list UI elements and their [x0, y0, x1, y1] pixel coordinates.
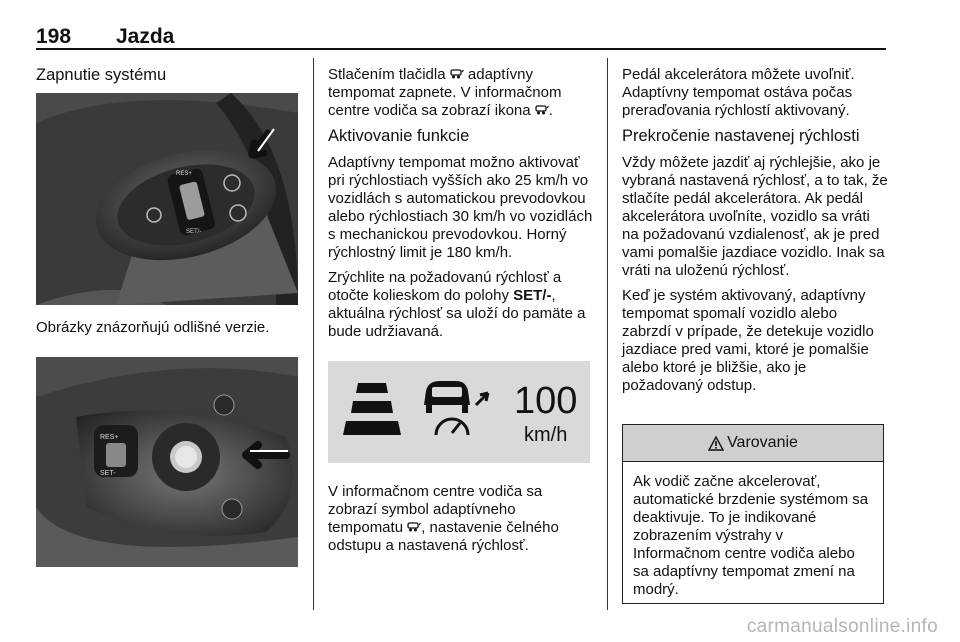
text-span: adaptívny tempomat zapnete. V informačnom centre vodiča sa zobrazí ikona [328, 66, 562, 119]
speed-unit: km/h [524, 424, 568, 446]
steering-wheel-image-1 [36, 93, 298, 305]
distance-bars-icon [343, 383, 401, 435]
wheel2-set-label: SET- [100, 470, 116, 477]
set-speed-value: 100 [514, 380, 578, 422]
adaptive-cruise-icon [407, 521, 421, 534]
paragraph-speed-limits: Adaptívny tempomat možno aktivovať pri rýchlostiach vyšších ako 25 km/h vo vozidlách s automatickou prevodovkou alebo rýchlostiach 30 km/h vo vozidlách s mechanickou prevodovkou. Horný rýchlostný limit je 180 km/h. [328, 154, 593, 261]
page-number: 198 [36, 25, 72, 48]
paragraph-release-pedal: Pedál akcelerátora môžete uvoľniť. Adaptívny tempomat ostáva počas preraďovania rýchlostí aktivovaný. [622, 66, 855, 119]
paragraph-drive-faster: Vždy môžete jazdiť aj rýchlejšie, ako je vybraná nastavená rýchlosť, a to tak, že stlačíte pedál akcelerátora. Ak pedál akcelerátora uvoľníte, vozidlo sa vráti na požadovanú vzdialenosť, ak je pred vami pomalšie jazdiace vozidlo. Inak sa vráti na uloženú rýchlosť. [622, 154, 888, 279]
watermark: carmanualsonline.info [746, 616, 938, 637]
warning-header [623, 425, 883, 462]
adaptive-cruise-icon [535, 104, 549, 117]
heading-enable-system: Zapnutie systému [36, 66, 167, 84]
page-header [36, 22, 886, 50]
column-1 [36, 66, 298, 567]
steering-wheel-image-2 [36, 357, 298, 567]
wheel1-set-label: SET/- [186, 229, 202, 235]
column-divider-2 [607, 58, 608, 610]
text-span: Stlačením tlačidla [328, 66, 450, 83]
paragraph-display-symbol [328, 483, 594, 555]
paragraph-braking: Keď je systém aktivovaný, adaptívny tempomat spomalí vozidlo alebo zabrzdí v prípade, že detekuje vozidlo jazdiace pred vami, ktoré je pomalšie alebo ktoré je bližšie, ako je požadovaný odstup. [622, 287, 874, 394]
text-span: V informačnom centre vodiča sa zobrazí symbol adaptívneho tempomatu [328, 483, 543, 536]
section-title: Jazda [116, 25, 175, 48]
cluster-graphic [328, 361, 590, 463]
driver-info-display [328, 361, 590, 463]
set-label-bold: SET/- [513, 287, 552, 304]
text-span: . [548, 102, 553, 119]
heading-exceed-speed: Prekročenie nastavenej rýchlosti [622, 127, 860, 145]
paragraph-activate-button [328, 66, 594, 120]
figure-caption: Obrázky znázorňujú odlišné verzie. [36, 319, 270, 336]
paragraph-set-speed [328, 269, 594, 341]
warning-triangle-icon [708, 436, 724, 451]
heading-activate-function: Aktivovanie funkcie [328, 127, 470, 145]
header-rule [36, 48, 886, 50]
adaptive-cruise-icon [450, 68, 464, 81]
adaptive-cruise-car-icon [424, 381, 488, 435]
text-span: , nastavenie čelného odstupu a nastavená rýchlosť. [328, 519, 559, 554]
column-2 [328, 66, 594, 562]
warning-box [622, 424, 884, 604]
wheel2-res-label: RES+ [100, 434, 119, 441]
column-divider-1 [313, 58, 314, 610]
warning-title: Varovanie [727, 434, 798, 451]
warning-text: Ak vodič začne akcelerovať, automatické brzdenie systémom sa deaktivuje. To je indikované zobrazením výstrahy v Informačnom centre vodiča alebo sa adaptívny tempomat zmení na modrý. [633, 473, 869, 598]
text-span: , aktuálna rýchlosť sa uloží do pamäte a bude udržiavaná. [328, 287, 586, 340]
text-span: Zrýchlite na požadovanú rýchlosť a otočte kolieskom do polohy [328, 269, 562, 304]
column-3 [622, 66, 888, 402]
wheel1-res-label: RES+ [176, 171, 192, 177]
